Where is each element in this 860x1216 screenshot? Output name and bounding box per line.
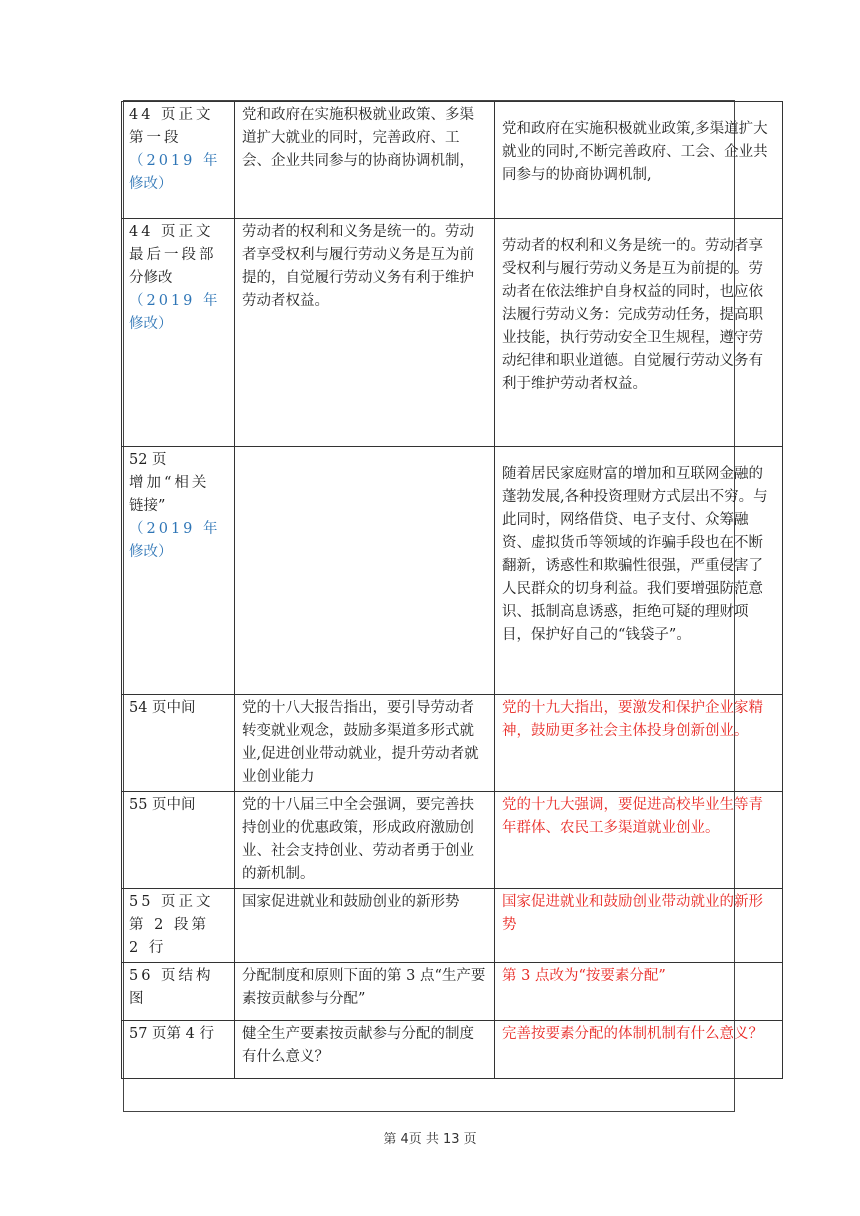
table-row	[122, 889, 783, 963]
original-text-cell: 国家促进就业和鼓励创业的新形势	[235, 889, 495, 963]
location-cell: 54 页中间	[122, 695, 235, 792]
table-row	[122, 792, 783, 889]
revised-text-cell: 第 3 点改为“按要素分配”	[495, 963, 783, 1021]
revised-text-cell: 国家促进就业和鼓励创业带动就业的新形势	[495, 889, 783, 963]
revision-year-note: 修改）	[129, 176, 173, 192]
original-text-cell	[235, 447, 495, 695]
revised-text-cell: 随着居民家庭财富的增加和互联网金融的蓬勃发展,各种投资理财方式层出不穷。与此同时，网络借贷、电子支付、众筹融资、虚拟货币等领域的诈骗手段也在不断翻新，诱惑性和欺骗性很强，严重侵害了人民群众的切身利益。我们要增强防范意识、抵制高息诱惑，拒绝可疑的理财项目，保护好自己的“钱袋子”。	[495, 447, 783, 695]
location-cell: 57 页第 4 行	[122, 1021, 235, 1079]
original-text-cell: 党和政府在实施积极就业政策、多渠道扩大就业的同时，完善政府、工会、企业共同参与的协商协调机制，	[235, 102, 495, 219]
location-cell: 44 页正文 最后一段部 分修改 （2019 年 修改）	[122, 219, 235, 447]
location-cell: 52 页 增加“相关 链接” （2019 年 修改）	[122, 447, 235, 695]
revision-year-note: （2019 年	[129, 293, 221, 309]
page-footer: 第 4页 共 13 页	[383, 1132, 477, 1147]
revised-text-cell: 劳动者的权利和义务是统一的。劳动者享受权利与履行劳动义务是互为前提的。劳动者在依法维护自身权益的同时，也应依法履行劳动义务：完成劳动任务，提高职业技能，执行劳动安全卫生规程，遵守劳动纪律和职业道德。自觉履行劳动义务有利于维护劳动者权益。	[495, 219, 783, 447]
location-cell: 55 页中间	[122, 792, 235, 889]
revision-year-note: （2019 年	[129, 153, 221, 169]
original-text-cell: 分配制度和原则下面的第 3 点“生产要素按贡献参与分配”	[235, 963, 495, 1021]
table-row	[122, 102, 783, 219]
revised-text-cell: 党的十九大指出，要激发和保护企业家精神，鼓励更多社会主体投身创新创业。	[495, 695, 783, 792]
original-text-cell: 劳动者的权利和义务是统一的。劳动者享受权利与履行劳动义务是互为前提的，自觉履行劳动义务有利于维护劳动者权益。	[235, 219, 495, 447]
location-cell: 55 页正文第 2 段第 2 行	[122, 889, 235, 963]
location-cell: 44 页正文 第一段 （2019 年 修改）	[122, 102, 235, 219]
revised-text-cell: 党的十九大强调，要促进高校毕业生等青年群体、农民工多渠道就业创业。	[495, 792, 783, 889]
original-text-cell: 党的十八大报告指出，要引导劳动者转变就业观念，鼓励多渠道多形式就业,促进创业带动就业，提升劳动者就业创业能力	[235, 695, 495, 792]
revision-year-note: 修改）	[129, 544, 173, 560]
revised-text-cell: 完善按要素分配的体制机制有什么意义？	[495, 1021, 783, 1079]
revision-table	[121, 101, 783, 1079]
table-row	[122, 695, 783, 792]
revised-text-cell: 党和政府在实施积极就业政策,多渠道扩大就业的同时,不断完善政府、工会、企业共同参与的协商协调机制,	[495, 102, 783, 219]
table-row	[122, 219, 783, 447]
original-text-cell: 党的十八届三中全会强调，要完善扶持创业的优惠政策，形成政府激励创业、社会支持创业、劳动者勇于创业的新机制。	[235, 792, 495, 889]
table-row	[122, 963, 783, 1021]
original-text-cell: 健全生产要素按贡献参与分配的制度有什么意义？	[235, 1021, 495, 1079]
revision-year-note: 修改）	[129, 316, 173, 332]
location-cell: 56 页结构图	[122, 963, 235, 1021]
table-row	[122, 447, 783, 695]
table-row	[122, 1021, 783, 1079]
revision-year-note: （2019 年	[129, 521, 221, 537]
